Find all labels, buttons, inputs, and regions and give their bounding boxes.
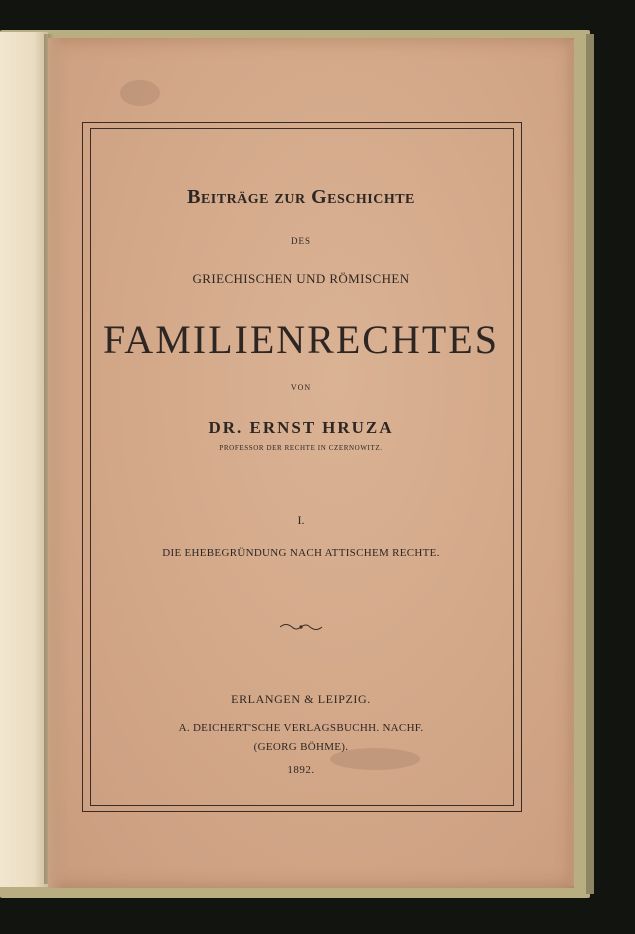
des-line: DES <box>290 236 311 246</box>
publication-year: 1892. <box>287 764 315 776</box>
author-position: PROFESSOR DER RECHTE IN CZERNOWITZ. <box>219 444 383 452</box>
publisher-parenthetical: (GEORG BÖHME). <box>253 741 349 753</box>
publisher: A. DEICHERT'SCHE VERLAGSBUCHH. NACHF. <box>178 722 424 734</box>
ornament-divider <box>278 620 324 634</box>
main-title: FAMILIENRECHTES <box>103 317 499 362</box>
part-title: DIE EHEBEGRÜNDUNG NACH ATTISCHEM RECHTE. <box>162 547 440 559</box>
author-name: DR. ERNST HRUZA <box>208 418 394 437</box>
publication-place: ERLANGEN & LEIPZIG. <box>231 692 371 706</box>
ink-smudge <box>120 80 160 106</box>
subject-line: GRIECHISCHEN UND RÖMISCHEN <box>192 271 410 286</box>
page-left-wear <box>48 38 64 888</box>
von-line: VON <box>290 383 312 392</box>
part-number: I. <box>297 513 305 527</box>
series-title: Beiträge zur Geschichte <box>187 186 415 208</box>
page-block-edge <box>0 32 48 887</box>
page-right-edge <box>566 40 574 886</box>
cover-edge <box>586 34 594 894</box>
